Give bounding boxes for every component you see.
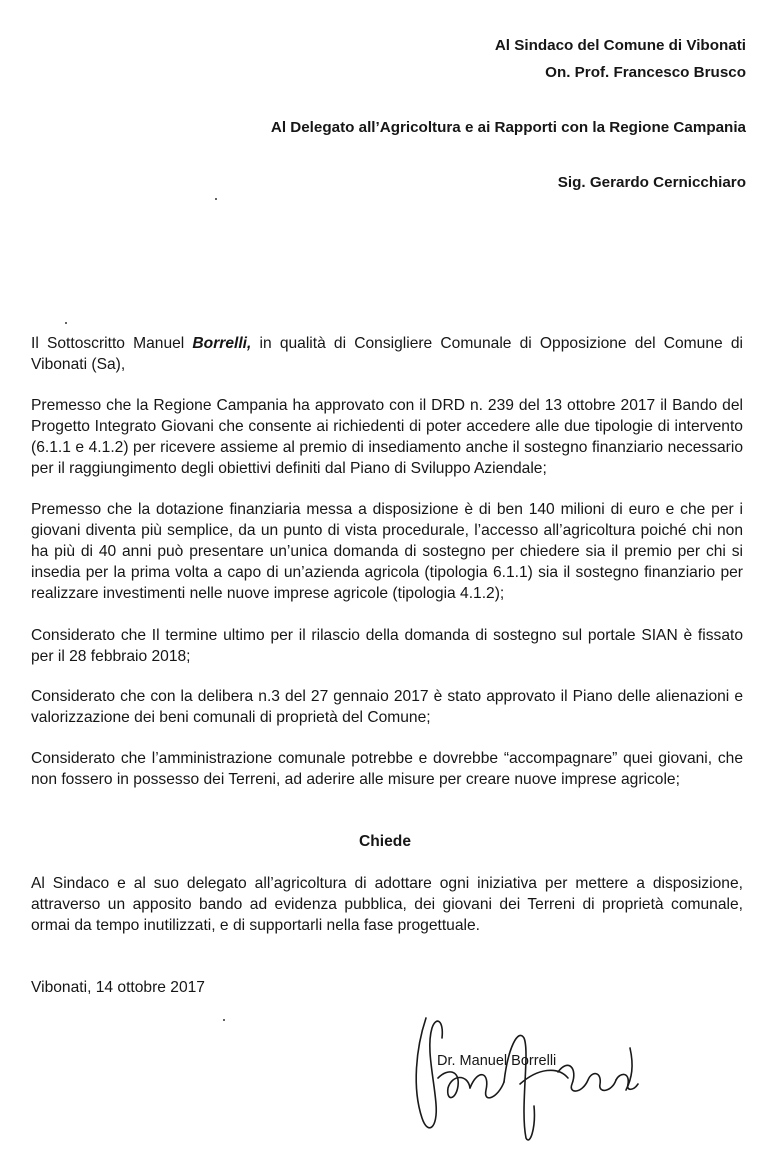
request-heading: Chiede xyxy=(359,833,411,850)
premise-paragraph-2 xyxy=(31,499,743,604)
intro-text-after: in qualità di Consigliere Comunale di Opposizione del Comune di Vibonati (Sa), xyxy=(31,335,743,373)
signer-name: Dr. Manuel Borrelli xyxy=(437,1053,557,1069)
premise-1-text: Premesso che la Regione Campania ha approvato con il DRD n. 239 del 13 ottobre 2017 il Bando del Progetto Integrato Giovani che consente ai richiedenti di poter accedere alle due tipologie di intervento (6.1.1 e 4.1.2) per ricevere assieme al premio di insediamento anche il sostegno finanziario necessario per il raggiungimento degli obiettivi definiti dal Piano di Sviluppo Aziendale; xyxy=(31,397,743,477)
recipient-mayor-name: On. Prof. Francesco Brusco xyxy=(545,64,746,81)
signature-strokes xyxy=(416,1018,638,1140)
request-paragraph xyxy=(31,873,743,936)
place-date: Vibonati, 14 ottobre 2017 xyxy=(31,979,205,996)
request-text: Al Sindaco e al suo delegato all’agricoltura di adottare ogni iniziativa per mettere a disposizione, attraverso un apposito bando ad evidenza pubblica, dei giovani dei Terreni di proprietà comunale, ormai da tempo inutilizzati, e di supportarli nella fase progettuale. xyxy=(31,875,743,934)
handwritten-signature xyxy=(408,1008,648,1148)
consideration-3-text: Considerato che l’amministrazione comunale potrebbe e dovrebbe “accompagnare” quei giovani, che non fossero in possesso dei Terreni, ad aderire alle misure per creare nuove imprese agricole; xyxy=(31,750,743,788)
premise-paragraph-1 xyxy=(31,395,743,479)
consideration-1-text: Considerato che Il termine ultimo per il rilascio della domanda di sostegno sul portale SIAN è fissato per il 28 febbraio 2018; xyxy=(31,627,743,665)
scan-speck xyxy=(65,322,67,324)
consideration-2-text: Considerato che con la delibera n.3 del 27 gennaio 2017 è stato approvato il Piano delle alienazioni e valorizzazione dei beni comunali di proprietà del Comune; xyxy=(31,688,743,726)
premise-2-text: Premesso che la dotazione finanziaria messa a disposizione è di ben 140 milioni di euro e che per i giovani diventa più semplice, da un punto di vista procedurale, l’accesso all’agricoltura poiché chi non ha più di 40 anni può presentare un’unica domanda di sostegno per chiedere sia il premio per chi si insedia per la prima volta a capo di un’azienda agricola (tipologia 6.1.1) sia il sostegno finanziario per realizzare investimenti nelle nuove imprese agricole (tipologia 4.1.2); xyxy=(31,501,743,602)
scan-speck xyxy=(215,198,217,200)
scan-speck xyxy=(223,1019,225,1021)
signer-surname: Borrelli, xyxy=(192,335,252,352)
recipient-mayor: Al Sindaco del Comune di Vibonati xyxy=(494,37,746,54)
intro-text-before: Il Sottoscritto Manuel xyxy=(31,335,193,352)
consideration-paragraph-2 xyxy=(31,686,743,728)
intro-paragraph xyxy=(31,333,743,375)
consideration-paragraph-3 xyxy=(31,748,743,790)
recipient-delegate: Al Delegato all’Agricoltura e ai Rapporti con la Regione Campania xyxy=(270,119,746,136)
consideration-paragraph-1 xyxy=(31,625,743,667)
recipient-delegate-name: Sig. Gerardo Cernicchiaro xyxy=(557,174,746,191)
